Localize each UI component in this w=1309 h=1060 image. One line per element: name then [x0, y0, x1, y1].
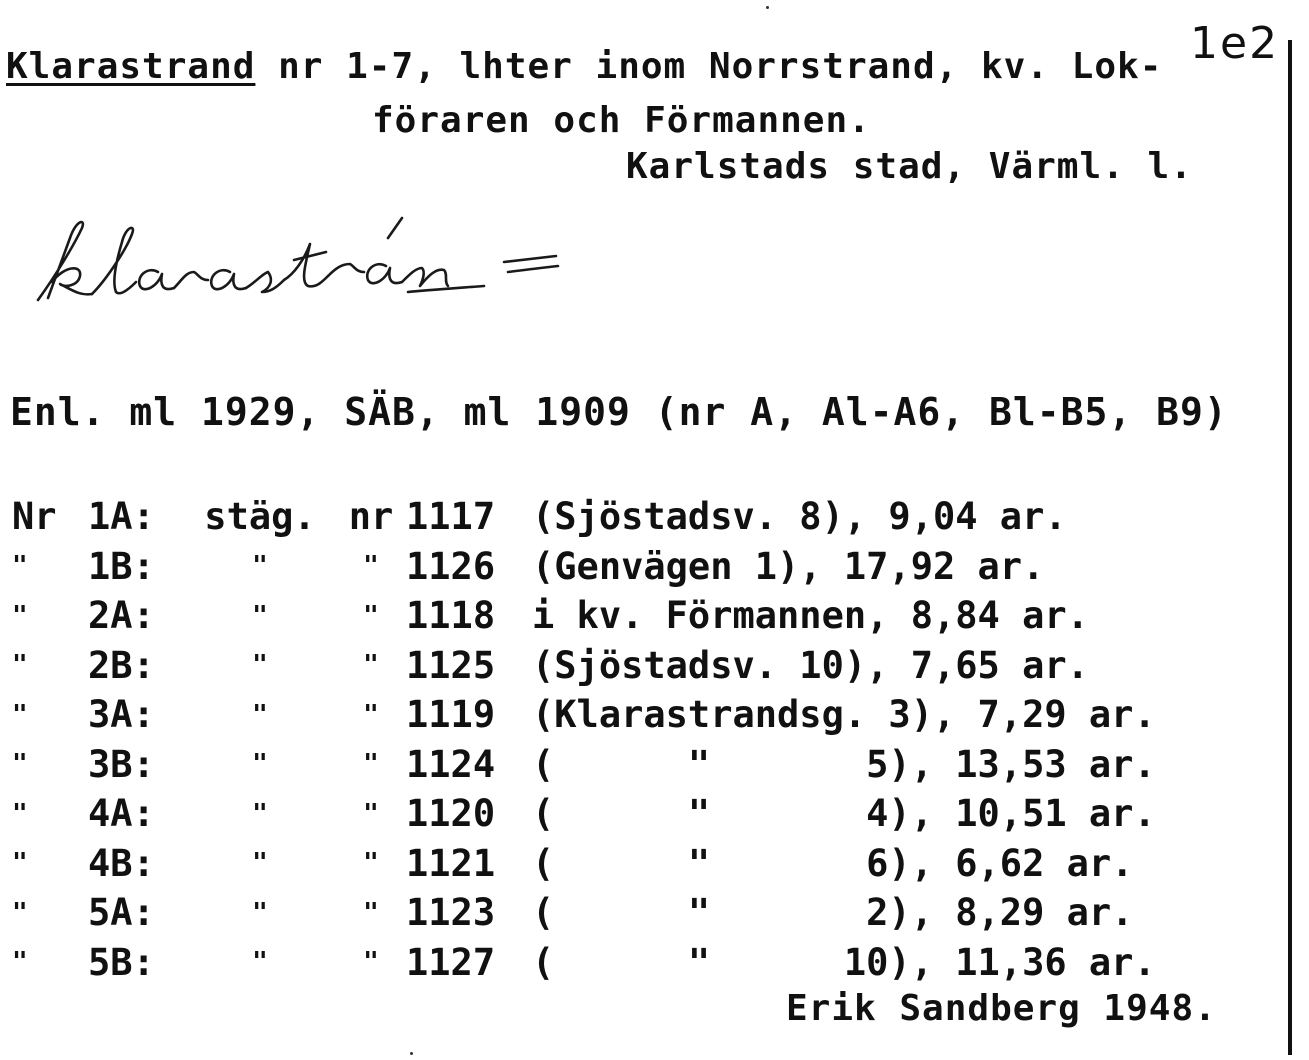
entry-number: 1120 — [406, 792, 496, 836]
entry-row — [12, 542, 1242, 592]
entry-row — [12, 938, 1242, 988]
entry-prefix: " — [12, 947, 28, 978]
entry-description: i kv. Förmannen, 8,84 ar. — [532, 594, 1089, 638]
header-line-3: Karlstads stad, Värml. l. — [626, 146, 1193, 187]
entry-house: 1A: — [88, 495, 155, 539]
entry-row — [12, 888, 1242, 938]
entry-nr: " — [363, 798, 379, 829]
entry-number: 1121 — [406, 841, 496, 885]
entry-prefix: " — [12, 848, 28, 879]
signature-line: Erik Sandberg 1948. — [786, 988, 1217, 1029]
entries-table — [12, 492, 1242, 987]
entry-house: 1B: — [88, 544, 155, 588]
source-reference: Enl. ml 1929, SÄB, ml 1909 (nr A, Al-A6, Bl-B5, B9) — [10, 390, 1228, 434]
entry-stag: " — [252, 600, 268, 631]
entry-prefix: " — [12, 699, 28, 730]
entry-stag: " — [252, 749, 268, 780]
entry-description: (Klarastrandsg. 3), 7,29 ar. — [532, 693, 1156, 737]
entry-prefix: " — [12, 798, 28, 829]
entry-number: 1126 — [406, 544, 496, 588]
entry-nr: " — [363, 749, 379, 780]
entry-number: 1127 — [406, 940, 496, 984]
entry-prefix: " — [12, 600, 28, 631]
speck — [410, 1052, 413, 1055]
entry-nr: " — [363, 551, 379, 582]
entry-house: 4B: — [88, 841, 155, 885]
entry-row — [12, 591, 1242, 641]
speck — [766, 6, 769, 9]
card-number: 1e2 — [1190, 18, 1280, 69]
entry-prefix: " — [12, 650, 28, 681]
entry-description: (Sjöstadsv. 10), 7,65 ar. — [532, 643, 1089, 687]
handwritten-note — [8, 190, 588, 320]
entry-description: ( " 6), 6,62 ar. — [532, 841, 1134, 885]
entry-prefix: " — [12, 551, 28, 582]
entry-number: 1118 — [406, 594, 496, 638]
entry-row — [12, 839, 1242, 889]
entry-number: 1123 — [406, 891, 496, 935]
entry-stag: " — [252, 897, 268, 928]
entry-description: ( " 4), 10,51 ar. — [532, 792, 1156, 836]
entry-description: ( " 2), 8,29 ar. — [532, 891, 1134, 935]
entry-description: ( " 10), 11,36 ar. — [532, 940, 1156, 984]
entry-nr: " — [363, 650, 379, 681]
entry-house: 2B: — [88, 643, 155, 687]
entry-stag: " — [252, 798, 268, 829]
entry-house: 3A: — [88, 693, 155, 737]
entry-description: (Sjöstadsv. 8), 9,04 ar. — [532, 495, 1067, 539]
entry-prefix: Nr — [12, 495, 57, 539]
place-title: Klarastrand — [6, 46, 256, 87]
entry-nr: " — [363, 600, 379, 631]
entry-stag: stäg. — [204, 495, 316, 539]
entry-row — [12, 641, 1242, 691]
entry-number: 1124 — [406, 742, 496, 786]
entry-prefix: " — [12, 897, 28, 928]
entry-row — [12, 789, 1242, 839]
header-line-2: föraren och Förmannen. — [372, 100, 871, 141]
entry-number: 1119 — [406, 693, 496, 737]
entry-nr: " — [363, 848, 379, 879]
entry-stag: " — [252, 551, 268, 582]
entry-row — [12, 690, 1242, 740]
header-line-1 — [6, 46, 1162, 87]
entry-house: 4A: — [88, 792, 155, 836]
entry-nr: " — [363, 947, 379, 978]
entry-row — [12, 492, 1242, 542]
header-line-1-rest: nr 1-7, lhter inom Norrstrand, kv. Lok- — [255, 46, 1163, 87]
entry-description: (Genvägen 1), 17,92 ar. — [532, 544, 1045, 588]
entry-prefix: " — [12, 749, 28, 780]
entry-house: 3B: — [88, 742, 155, 786]
entry-number: 1117 — [406, 495, 496, 539]
entry-stag: " — [252, 848, 268, 879]
entry-house: 2A: — [88, 594, 155, 638]
entry-number: 1125 — [406, 643, 496, 687]
entry-stag: " — [252, 699, 268, 730]
entry-stag: " — [252, 947, 268, 978]
entry-house: 5A: — [88, 891, 155, 935]
entry-nr: " — [363, 897, 379, 928]
entry-stag: " — [252, 650, 268, 681]
entry-row — [12, 740, 1242, 790]
entry-nr: nr — [348, 495, 394, 539]
entry-description: ( " 5), 13,53 ar. — [532, 742, 1156, 786]
entry-nr: " — [363, 699, 379, 730]
entry-house: 5B: — [88, 940, 155, 984]
card-right-edge — [1288, 40, 1292, 1055]
